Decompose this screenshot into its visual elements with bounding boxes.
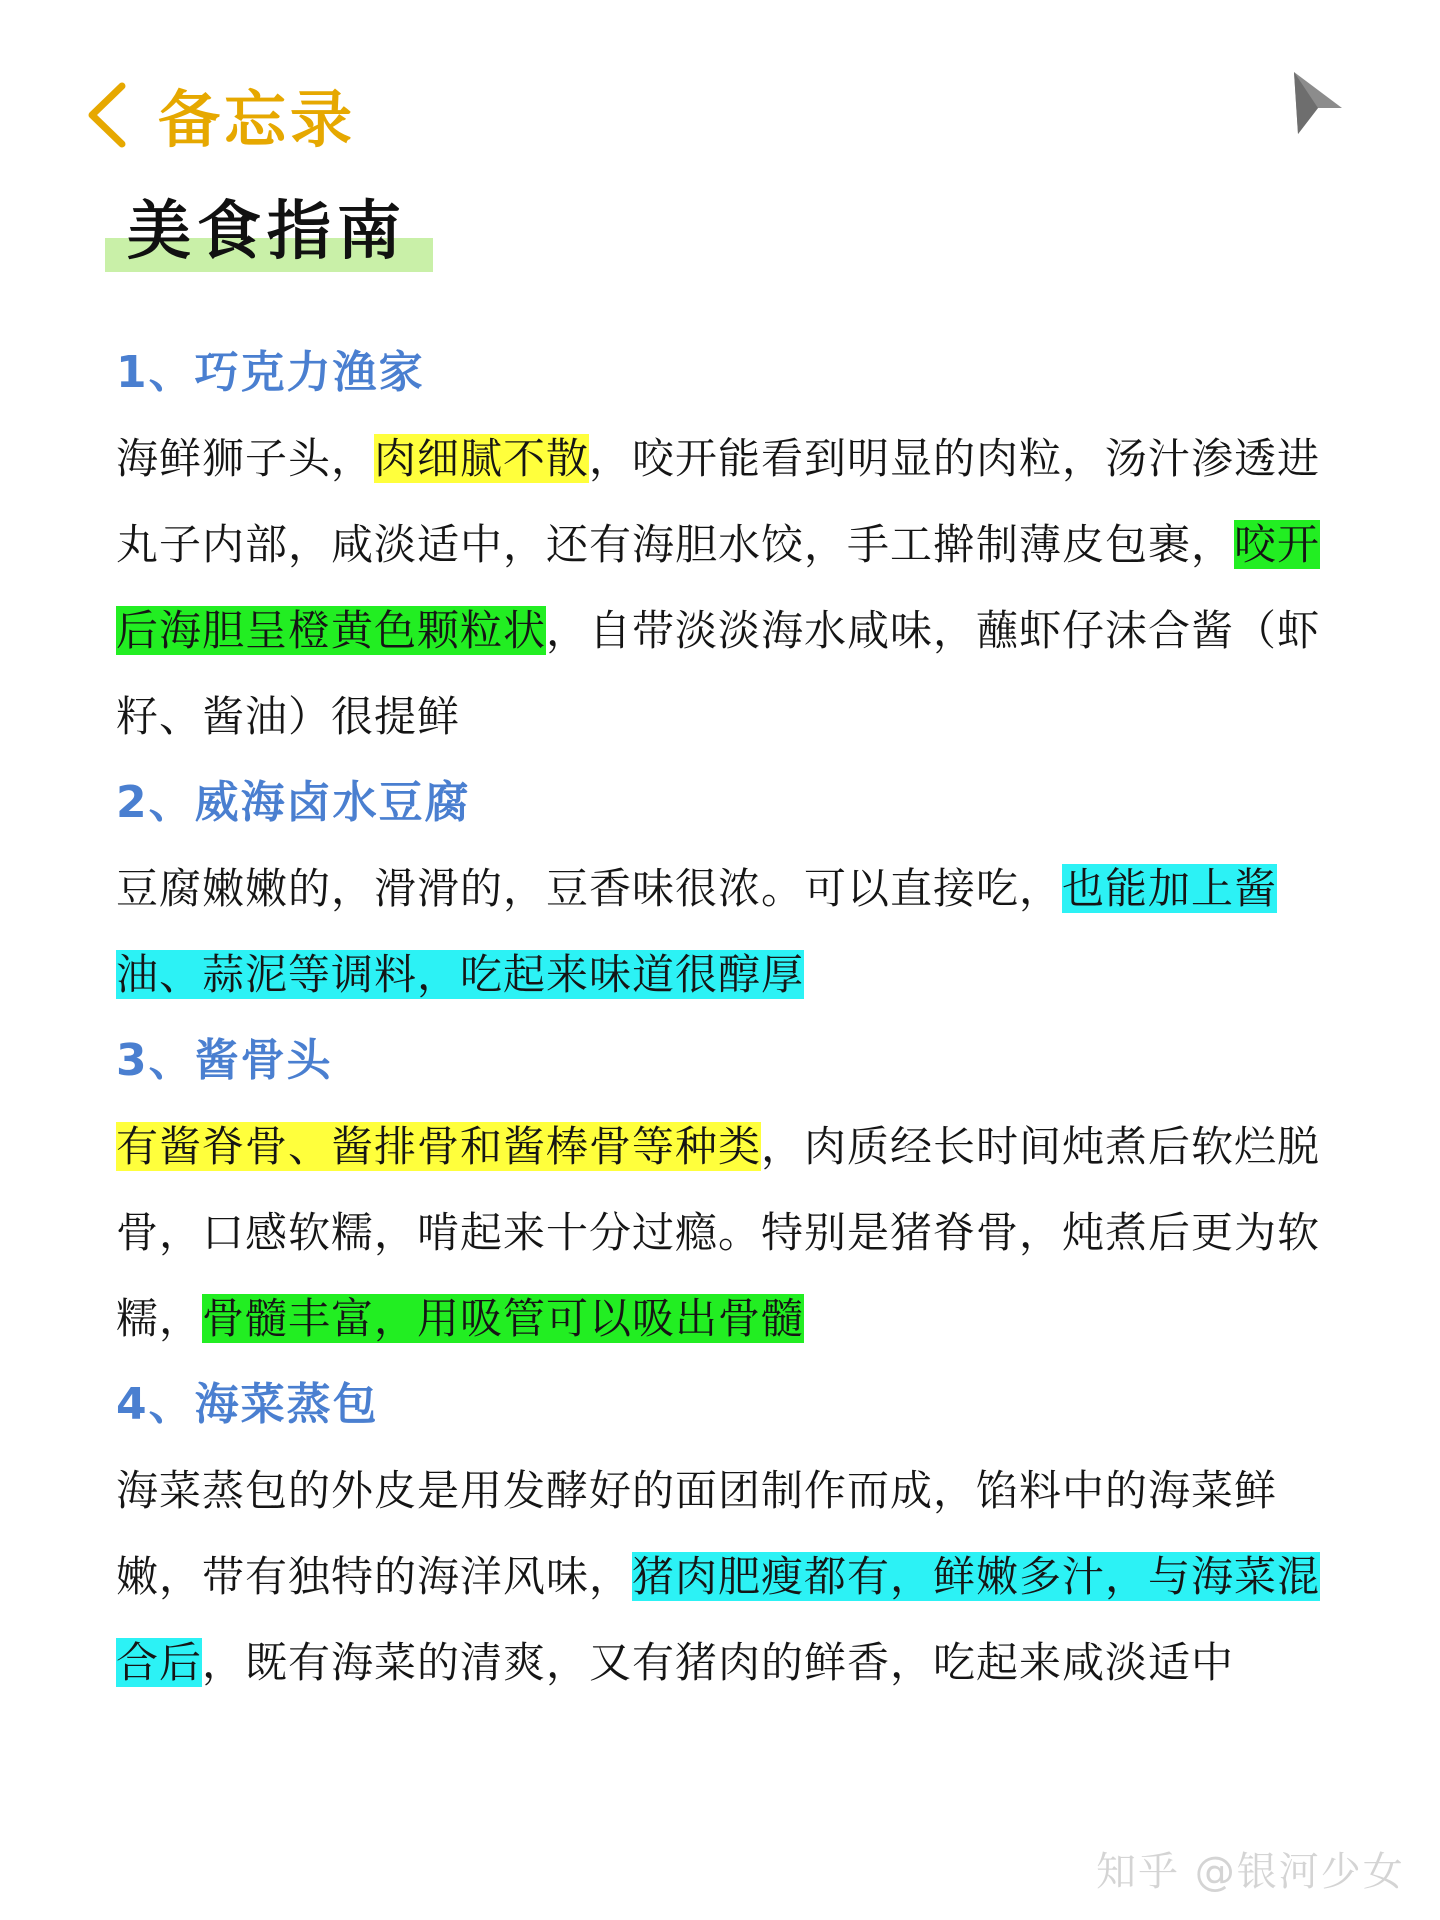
highlighted-text-yellow: 有酱脊骨、酱排骨和酱棒骨等种类 [116, 1122, 762, 1171]
note-title: 美食指南 [127, 195, 407, 269]
chevron-left-icon [86, 82, 128, 148]
section-paragraph [116, 1104, 1346, 1362]
section-heading: 2、威海卤水豆腐 [116, 777, 471, 828]
note-body [116, 330, 1346, 1706]
paragraph-text: 海菜蒸包的外皮是用发酵好的面团制作而成，馅料中的海菜鲜嫩，带有独特的海洋风味， [116, 1466, 1278, 1601]
highlighted-text-green: 咬开后海胆呈橙黄色颗粒状 [116, 520, 1321, 655]
section-heading: 4、海菜蒸包 [116, 1379, 379, 1430]
section-heading: 3、酱骨头 [116, 1035, 333, 1086]
highlighted-text-yellow: 肉细腻不散 [374, 434, 590, 483]
top-bar [0, 0, 1440, 200]
section-paragraph [116, 1448, 1346, 1706]
highlighted-text-green: 骨髓丰富，用吸管可以吸出骨髓 [202, 1294, 805, 1343]
watermark: 知乎 @银河少女 [1096, 1849, 1405, 1895]
highlighted-text-cyan: 也能加上酱油、蒜泥等调料，吃起来味道很醇厚 [116, 864, 1278, 999]
section-paragraph [116, 416, 1346, 760]
paragraph-text: 豆腐嫩嫩的，滑滑的，豆香味很浓。可以直接吃， [116, 864, 1063, 913]
paragraph-text: ，咬开能看到明显的肉粒，汤汁渗透进丸子内部，咸淡适中，还有海胆水饺，手工擀制薄皮包裹， [116, 434, 1321, 569]
back-button[interactable] [86, 70, 356, 159]
section-paragraph [116, 846, 1346, 1018]
paragraph-text: 海鲜狮子头， [116, 434, 375, 483]
share-arrow-icon[interactable] [1288, 68, 1346, 144]
paragraph-text: ，肉质经长时间炖煮后软烂脱骨，口感软糯，啃起来十分过瘾。特别是猪脊骨，炖煮后更为软糯， [116, 1122, 1321, 1343]
paragraph-text: ，既有海菜的清爽，又有猪肉的鲜香，吃起来咸淡适中 [202, 1638, 1235, 1687]
paragraph-text: ，自带淡淡海水咸味，蘸虾仔沫合酱（虾籽、酱油）很提鲜 [116, 606, 1321, 741]
highlighted-text-cyan: 猪肉肥瘦都有，鲜嫩多汁，与海菜混合后 [116, 1552, 1321, 1687]
back-label: 备忘录 [158, 83, 357, 156]
note-title-block [105, 192, 407, 272]
section-heading: 1、巧克力渔家 [116, 347, 425, 398]
